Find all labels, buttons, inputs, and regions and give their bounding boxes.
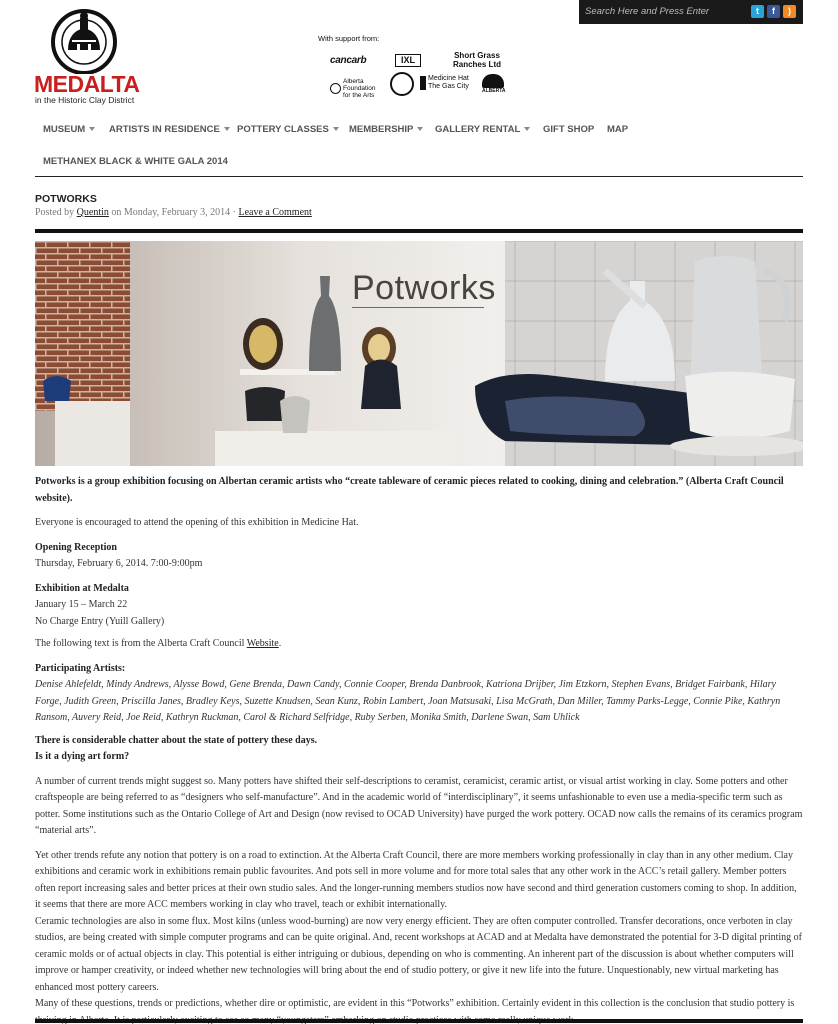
sponsor-seal-icon xyxy=(390,72,414,96)
exhibition-entry: No Charge Entry (Yuill Gallery) xyxy=(35,615,165,627)
banner-title: Potworks xyxy=(352,269,496,307)
exhibition-dates: January 15 – March 22 xyxy=(35,599,128,610)
chevron-down-icon xyxy=(524,127,530,131)
sponsor-cancarb: cancarb xyxy=(330,55,367,66)
chevron-down-icon xyxy=(333,127,339,131)
afa-icon xyxy=(330,83,341,94)
acc-website-link[interactable]: Website xyxy=(246,638,279,649)
sponsor-short-grass: Short Grass Ranches Ltd xyxy=(452,51,501,69)
nav-item-museum[interactable]: MUSEUM xyxy=(43,124,95,135)
exhibition-heading: Exhibition at Medalta xyxy=(35,582,129,594)
search-bar xyxy=(579,0,803,24)
encourage-paragraph: Everyone is encouraged to attend the opening of this exhibition in Medicine Hat. xyxy=(35,517,359,528)
main-navigation xyxy=(35,118,803,182)
chatter-heading: There is considerable chatter about the state of pottery these days. xyxy=(35,734,318,746)
body-paragraph-3: Ceramic technologies are also in some flux. Most kilns (unless wood-burning) are now very energy efficient. They are often computer controlled. Transfer decorations, once verboten in clay studios, are being created with simple computer programs and can be quite original. And, recent workshops at ACAD and at Medalta have demonstrated the potential for 3-D digital printing of ceramic molds or of actual objects in clay. This potential is either intriguing or dubious, depending on who is commenting. An inherent part of the discussion is about whether computers will improve or hamper creativity, or indeed whether new technologies will bring about the end of studio pottery, or give it new life into the future. Unquestionably, new virtual marketing has enhanced most pottery careers. xyxy=(35,915,803,993)
body-paragraph-4: Many of these questions, trends or predictions, whether dire or optimistic, are evident in this “Potworks” exhibition. Certainly evident in this collection is the conclusion that studio pottery is xyxy=(35,998,795,1009)
footer-divider xyxy=(35,1019,803,1023)
post-title[interactable]: POTWORKS xyxy=(35,193,97,205)
banner-title-underline xyxy=(352,307,484,308)
opening-heading: Opening Reception xyxy=(35,541,117,553)
nav-row-1 xyxy=(35,118,803,150)
post-content xyxy=(35,474,803,1024)
nav-item-pottery-classes[interactable]: POTTERY CLASSES xyxy=(237,124,339,135)
post-divider xyxy=(35,229,803,233)
rss-icon[interactable]: ) xyxy=(783,5,796,18)
alberta-icon xyxy=(482,74,504,88)
nav-item-artists-in-residence[interactable]: ARTISTS IN RESIDENCE xyxy=(109,124,230,135)
sponsor-alberta: ALBERTA xyxy=(482,74,506,94)
nav-row-2 xyxy=(35,150,803,182)
search-input[interactable] xyxy=(585,3,745,20)
kiln-logo-icon xyxy=(50,6,118,74)
banner-image xyxy=(35,241,803,466)
body-paragraph-1: A number of current trends might suggest so. Many potters have shifted their self-descriptions to ceramist, ceramicist, ceramic artist, or visual artist working in clay. Some potters and other craftspeople are being referred to as “designers who self-manufacture”. And in the academic world of “interdisciplinary”, it seems unfashionable to even use a media-specific term such as potter. Some institutions such as the Ontario College of Art and Design (now revised to OCAD University) have purged the work pottery. OCAD now calls the remains of its ceramics program “material arts”. xyxy=(35,775,803,836)
nav-divider xyxy=(35,176,803,177)
chevron-down-icon xyxy=(89,127,95,131)
sponsor-afa: Alberta Foundation for the Arts xyxy=(330,78,381,99)
author-link[interactable]: Quentin xyxy=(76,207,109,218)
body-paragraph-2: Yet other trends refute any notion that pottery is on a road to extinction. At the Alberta Craft Council, there are more members working professionally in clay than in any other medium. Clay exhibitions and ceramic work in exhibitions remain public favourites. And pots sell in more volume and for more total sales that any other work in the ACC’s retail gallery. Member potters often report increasing sales and better prices at their own studio sales. And the longer-running members studios now have second and third generation customers coming to shop. In addition, it seems that there are more ACC members working in clay who travel, teach or exhibit internationally. xyxy=(35,849,797,910)
artists-list: Denise Ahlefeldt, Mindy Andrews, Alysse Bowd, Gene Brenda, Dawn Candy, Connie Cooper, Brenda Danbrook, Katriona Drijber, Jim Etzkorn, Stephen Evans, Bridget Fairbank, Hilary Forge, Judith Green, Priscilla Janes, Bradley Keys, Suzette Knudsen, Sean Kunz, Robin Lambert, Joan Matsusaki, Lisa McGrath, Dan Miller, Tammy Parks-Legge, Connie Pike, Kathryn Ransom, Auvery Reid, Joe Reid, Kathryn Ruckman, Carol & Richard Selfridge, Ruby Serben, Monika Smith, Darlene Swan, Sam Uhlick xyxy=(35,679,781,723)
dying-heading: Is it a dying art form? xyxy=(35,751,130,762)
medicine-hat-icon xyxy=(420,76,426,90)
chevron-down-icon xyxy=(417,127,423,131)
leave-comment-link[interactable]: Leave a Comment xyxy=(238,207,312,218)
nav-item-gallery-rental[interactable]: GALLERY RENTAL xyxy=(435,124,530,135)
post-meta: Posted by Quentin on Monday, February 3, 2014 · Leave a Comment xyxy=(35,207,312,218)
nav-item-membership[interactable]: MEMBERSHIP xyxy=(349,124,423,135)
logo-wordmark: MEDALTA xyxy=(34,71,140,97)
sponsor-logos xyxy=(318,34,518,102)
nav-item-gift-shop[interactable]: GIFT SHOP xyxy=(543,124,595,135)
logo-tagline: in the Historic Clay District xyxy=(35,95,135,105)
support-label: With support from: xyxy=(318,34,380,43)
facebook-icon[interactable]: f xyxy=(767,5,780,18)
twitter-icon[interactable]: t xyxy=(751,5,764,18)
medalta-logo[interactable] xyxy=(34,6,138,106)
nav-item-map[interactable]: MAP xyxy=(607,124,629,135)
opening-date: Thursday, February 6, 2014. 7:00-9:00pm xyxy=(35,558,203,569)
chevron-down-icon xyxy=(224,127,230,131)
artists-heading: Participating Artists: xyxy=(35,662,126,674)
sponsor-ixl: IXL xyxy=(395,54,421,67)
sponsor-medicine-hat: Medicine Hat The Gas City xyxy=(420,75,472,91)
intro-paragraph: Potworks is a group exhibition focusing on Albertan ceramic artists who “create tableware of ceramic pieces related to cooking, dining and celebration.” (Alberta Craft Council website). xyxy=(35,476,784,504)
source-paragraph: The following text is from the Alberta Craft Council Website. xyxy=(35,638,282,649)
nav-item-gala[interactable]: METHANEX BLACK & WHITE GALA 2014 xyxy=(43,156,228,167)
